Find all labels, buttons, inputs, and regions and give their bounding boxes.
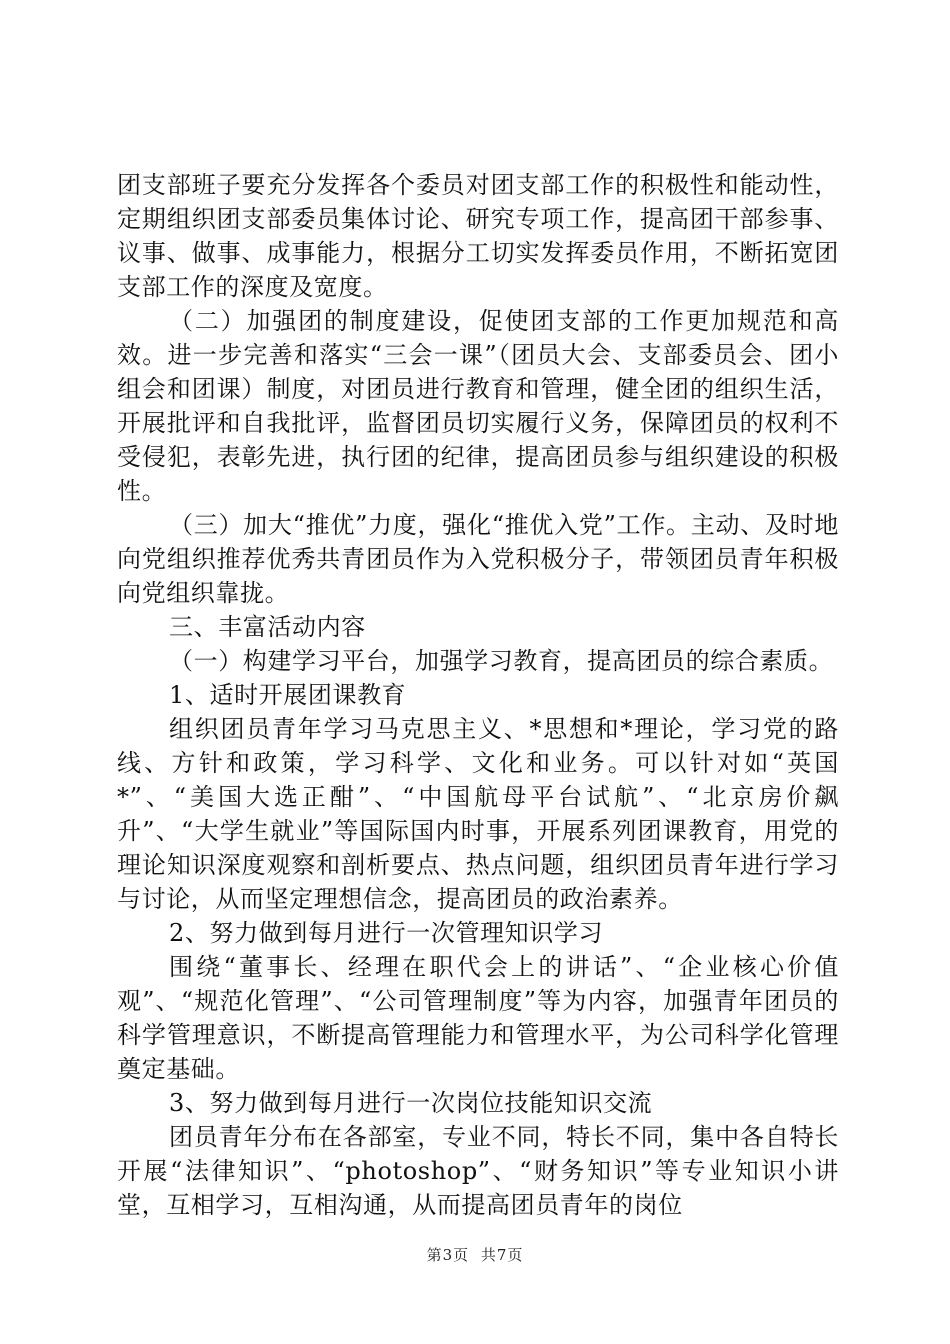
paragraph-11: 团员青年分布在各部室，专业不同，特长不同，集中各自特长开展“法律知识”、“photoshop”、“财务知识”等专业知识小讲堂，互相学习，互相沟通，从而提高团员青年的岗位 (117, 1123, 839, 1219)
subheading-1: 1、适时开展团课教育 (169, 681, 407, 709)
subheading-2: 2、努力做到每月进行一次管理知识学习 (169, 919, 604, 947)
subheading-3: 3、努力做到每月进行一次岗位技能知识交流 (169, 1089, 653, 1117)
document-body (117, 168, 839, 1222)
paragraph-7: 组织团员青年学习马克思主义、*思想和*理论，学习党的路线、方针和政策，学习科学、文化和业务。可以针对如“英国*”、“美国大选正酣”、“中国航母平台试航”、“北京房价飙升”、“大学生就业”等国际国内时事，开展系列团课教育，用党的理论知识深度观察和剖析要点、热点问题，组织团员青年进行学习与讨论，从而坚定理想信念，提高团员的政治素养。 (117, 715, 839, 913)
paragraph-3: （三）加大“推优”力度，强化“推优入党”工作。主动、及时地向党组织推荐优秀共青团员作为入党积极分子，带领团员青年积极向党组织靠拢。 (117, 511, 839, 607)
paragraph-9: 围绕“董事长、经理在职代会上的讲话”、“企业核心价值观”、“规范化管理”、“公司管理制度”等为内容，加强青年团员的科学管理意识，不断提高管理能力和管理水平，为公司科学化管理奠定基础。 (117, 953, 839, 1083)
page-number: 第3页 (426, 1246, 470, 1264)
section-heading-3: 三、丰富活动内容 (169, 613, 366, 641)
paragraph-5: （一）构建学习平台，加强学习教育，提高团员的综合素质。 (169, 647, 834, 675)
page-total: 共7页 (480, 1246, 524, 1264)
paragraph-1: 团支部班子要充分发挥各个委员对团支部工作的积极性和能动性，定期组织团支部委员集体讨论、研究专项工作，提高团干部参事、议事、做事、成事能力，根据分工切实发挥委员作用，不断拓宽团支部工作的深度及宽度。 (117, 171, 839, 301)
paragraph-2: （二）加强团的制度建设，促使团支部的工作更加规范和高效。进一步完善和落实“三会一课”（团员大会、支部委员会、团小组会和团课）制度，对团员进行教育和管理，健全团的组织生活，开展批评和自我批评，监督团员切实履行义务，保障团员的权利不受侵犯，表彰先进，执行团的纪律，提高团员参与组织建设的积极性。 (117, 307, 839, 505)
page-footer (0, 1244, 950, 1265)
